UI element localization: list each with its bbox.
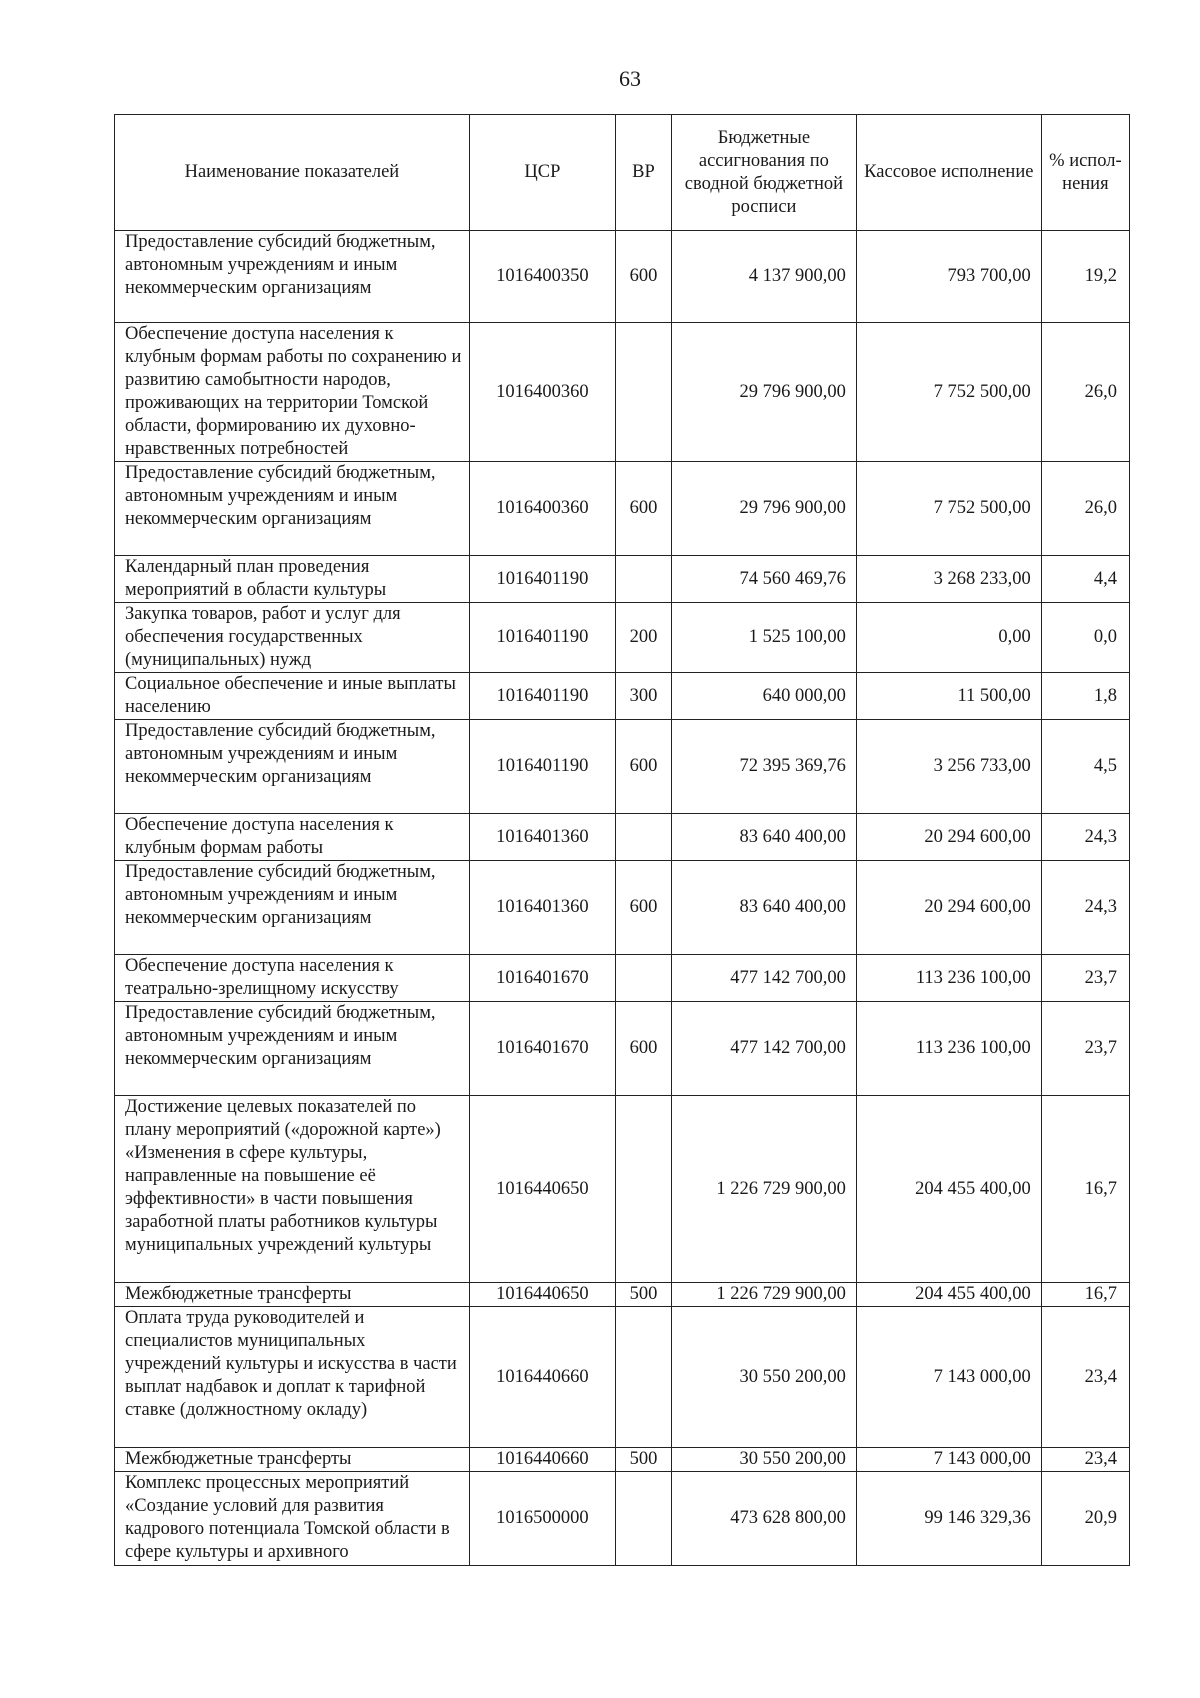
row-cash: 204 455 400,00	[856, 1096, 1041, 1283]
row-percent: 0,0	[1041, 603, 1129, 673]
table-row	[115, 462, 1130, 556]
table-row	[115, 955, 1130, 1002]
row-name: Оплата труда руководителей и специалистов муниципальных учреждений культуры и искусства в части выплат надбавок и доплат к тарифной ставке (должностному окладу)	[115, 1307, 470, 1448]
row-allocation: 477 142 700,00	[671, 955, 856, 1002]
row-percent: 23,7	[1041, 955, 1129, 1002]
row-percent: 24,3	[1041, 814, 1129, 861]
row-csr: 1016401190	[469, 720, 615, 814]
row-vr	[616, 1307, 672, 1448]
header-vr: ВР	[616, 115, 672, 231]
row-vr: 500	[616, 1283, 672, 1307]
row-csr: 1016401190	[469, 556, 615, 603]
row-percent: 16,7	[1041, 1283, 1129, 1307]
row-vr: 600	[616, 720, 672, 814]
row-allocation: 74 560 469,76	[671, 556, 856, 603]
row-csr: 1016401190	[469, 603, 615, 673]
row-csr: 1016440660	[469, 1448, 615, 1472]
table-row	[115, 1283, 1130, 1307]
row-allocation: 83 640 400,00	[671, 861, 856, 955]
table-row	[115, 603, 1130, 673]
row-allocation: 30 550 200,00	[671, 1307, 856, 1448]
row-percent: 23,7	[1041, 1002, 1129, 1096]
row-vr	[616, 556, 672, 603]
row-cash: 793 700,00	[856, 231, 1041, 323]
row-name: Комплекс процессных мероприятий «Создание условий для развития кадрового потенциала Томской области в сфере культуры и архивного	[115, 1472, 470, 1566]
header-cash: Кассовое исполнение	[856, 115, 1041, 231]
row-csr: 1016401670	[469, 955, 615, 1002]
row-name: Межбюджетные трансферты	[115, 1283, 470, 1307]
row-csr: 1016500000	[469, 1472, 615, 1566]
row-csr: 1016401360	[469, 861, 615, 955]
row-cash: 11 500,00	[856, 673, 1041, 720]
table-row	[115, 556, 1130, 603]
row-percent: 24,3	[1041, 861, 1129, 955]
row-name: Закупка товаров, работ и услуг для обеспечения государственных (муниципальных) нужд	[115, 603, 470, 673]
row-cash: 7 143 000,00	[856, 1307, 1041, 1448]
row-csr: 1016440650	[469, 1283, 615, 1307]
row-name: Обеспечение доступа населения к клубным формам работы	[115, 814, 470, 861]
header-csr: ЦСР	[469, 115, 615, 231]
row-vr: 600	[616, 462, 672, 556]
row-cash: 113 236 100,00	[856, 955, 1041, 1002]
row-allocation: 477 142 700,00	[671, 1002, 856, 1096]
row-name: Социальное обеспечение и иные выплаты населению	[115, 673, 470, 720]
row-vr: 600	[616, 1002, 672, 1096]
row-vr: 200	[616, 603, 672, 673]
row-cash: 0,00	[856, 603, 1041, 673]
row-percent: 1,8	[1041, 673, 1129, 720]
row-csr: 1016400350	[469, 231, 615, 323]
row-name: Предоставление субсидий бюджетным, автономным учреждениям и иным некоммерческим организациям	[115, 720, 470, 814]
row-csr: 1016401190	[469, 673, 615, 720]
row-vr	[616, 323, 672, 462]
row-cash: 3 268 233,00	[856, 556, 1041, 603]
row-percent: 23,4	[1041, 1448, 1129, 1472]
row-cash: 99 146 329,36	[856, 1472, 1041, 1566]
header-name: Наименование показателей	[115, 115, 470, 231]
table-row	[115, 861, 1130, 955]
row-csr: 1016401360	[469, 814, 615, 861]
row-allocation: 640 000,00	[671, 673, 856, 720]
row-cash: 3 256 733,00	[856, 720, 1041, 814]
row-name: Достижение целевых показателей по плану мероприятий («дорожной карте») «Изменения в сфере культуры, направленные на повышение её эффективности» в части повышения заработной платы работников культуры муниципальных учреждений культуры	[115, 1096, 470, 1283]
row-cash: 7 752 500,00	[856, 462, 1041, 556]
budget-table	[114, 114, 1130, 1566]
row-vr	[616, 1472, 672, 1566]
row-allocation: 29 796 900,00	[671, 323, 856, 462]
row-vr: 300	[616, 673, 672, 720]
row-name: Предоставление субсидий бюджетным, автономным учреждениям и иным некоммерческим организациям	[115, 462, 470, 556]
header-percent: % испол-нения	[1041, 115, 1129, 231]
table-row	[115, 323, 1130, 462]
table-row	[115, 673, 1130, 720]
row-vr	[616, 1096, 672, 1283]
row-vr: 500	[616, 1448, 672, 1472]
row-percent: 26,0	[1041, 462, 1129, 556]
row-allocation: 1 226 729 900,00	[671, 1096, 856, 1283]
row-name: Обеспечение доступа населения к клубным формам работы по сохранению и развитию самобытности народов, проживающих на территории Томской области, формированию их духовно-нравственных потребностей	[115, 323, 470, 462]
table-row	[115, 814, 1130, 861]
row-name: Предоставление субсидий бюджетным, автономным учреждениям и иным некоммерческим организациям	[115, 1002, 470, 1096]
row-cash: 20 294 600,00	[856, 814, 1041, 861]
header-allocations: Бюджетные ассигнования по сводной бюджетной росписи	[671, 115, 856, 231]
row-cash: 113 236 100,00	[856, 1002, 1041, 1096]
row-csr: 1016401670	[469, 1002, 615, 1096]
row-allocation: 72 395 369,76	[671, 720, 856, 814]
table-row	[115, 1002, 1130, 1096]
row-cash: 204 455 400,00	[856, 1283, 1041, 1307]
row-csr: 1016400360	[469, 462, 615, 556]
row-vr: 600	[616, 231, 672, 323]
table-row	[115, 720, 1130, 814]
row-name: Предоставление субсидий бюджетным, автономным учреждениям и иным некоммерческим организациям	[115, 231, 470, 323]
row-percent: 23,4	[1041, 1307, 1129, 1448]
row-allocation: 30 550 200,00	[671, 1448, 856, 1472]
table-row	[115, 1096, 1130, 1283]
row-cash: 7 143 000,00	[856, 1448, 1041, 1472]
row-vr: 600	[616, 861, 672, 955]
row-allocation: 473 628 800,00	[671, 1472, 856, 1566]
row-percent: 4,5	[1041, 720, 1129, 814]
row-vr	[616, 955, 672, 1002]
row-cash: 7 752 500,00	[856, 323, 1041, 462]
row-name: Предоставление субсидий бюджетным, автономным учреждениям и иным некоммерческим организациям	[115, 861, 470, 955]
row-allocation: 4 137 900,00	[671, 231, 856, 323]
table-row	[115, 1472, 1130, 1566]
row-percent: 19,2	[1041, 231, 1129, 323]
table-row	[115, 231, 1130, 323]
row-csr: 1016400360	[469, 323, 615, 462]
row-name: Календарный план проведения мероприятий в области культуры	[115, 556, 470, 603]
row-name: Обеспечение доступа населения к театрально-зрелищному искусству	[115, 955, 470, 1002]
table-row	[115, 1307, 1130, 1448]
row-vr	[616, 814, 672, 861]
row-csr: 1016440650	[469, 1096, 615, 1283]
row-percent: 16,7	[1041, 1096, 1129, 1283]
table-row	[115, 1448, 1130, 1472]
row-allocation: 29 796 900,00	[671, 462, 856, 556]
row-percent: 20,9	[1041, 1472, 1129, 1566]
page-number: 63	[619, 66, 641, 91]
row-allocation: 1 525 100,00	[671, 603, 856, 673]
row-percent: 26,0	[1041, 323, 1129, 462]
row-cash: 20 294 600,00	[856, 861, 1041, 955]
row-name: Межбюджетные трансферты	[115, 1448, 470, 1472]
table-header-row	[115, 115, 1130, 231]
row-allocation: 1 226 729 900,00	[671, 1283, 856, 1307]
row-percent: 4,4	[1041, 556, 1129, 603]
row-allocation: 83 640 400,00	[671, 814, 856, 861]
row-csr: 1016440660	[469, 1307, 615, 1448]
